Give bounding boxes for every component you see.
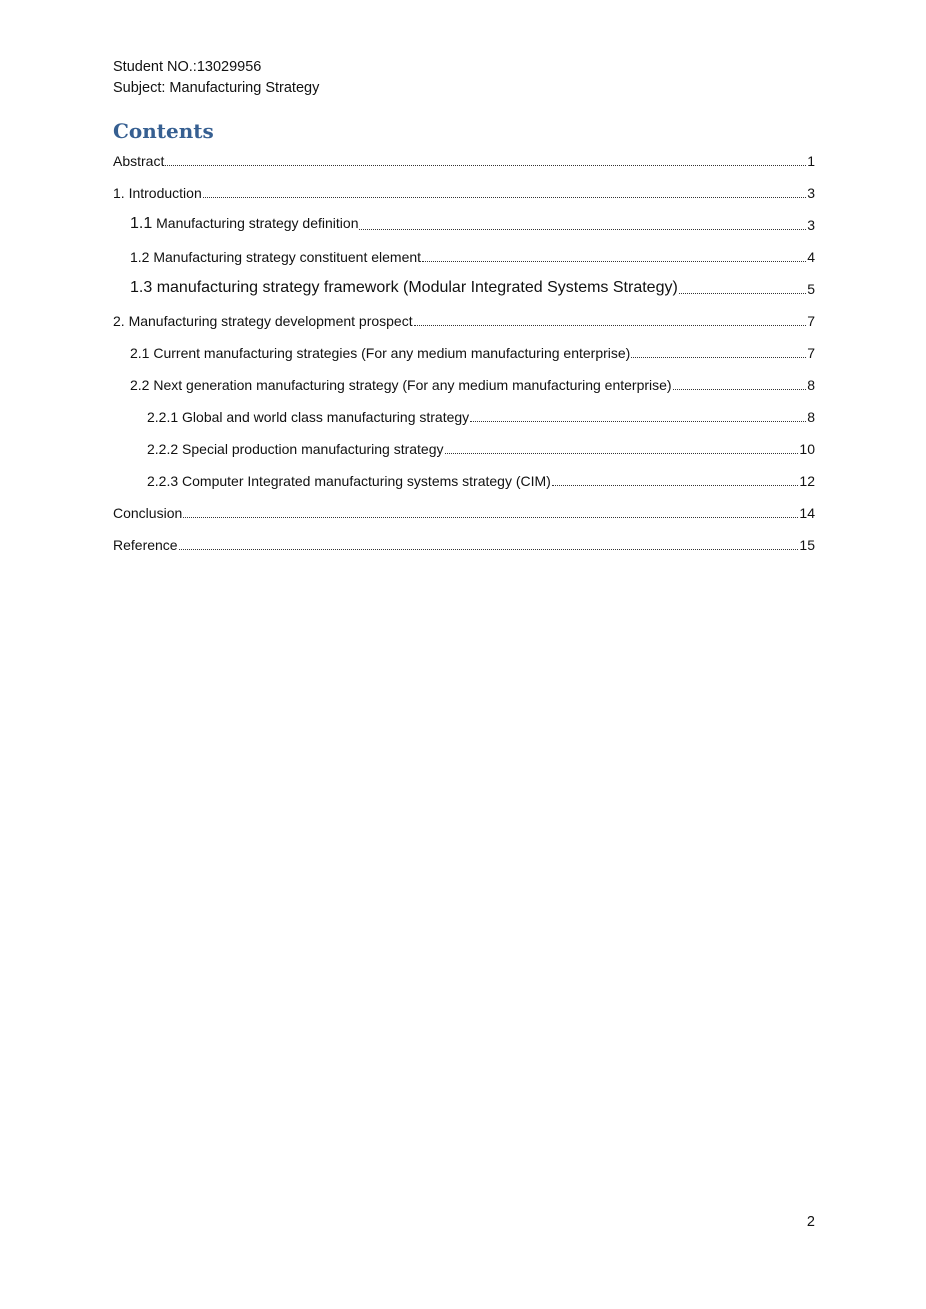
dot-leader <box>179 537 799 553</box>
toc-entry-1-1[interactable] <box>113 209 815 233</box>
toc-entry-label: 1.3 manufacturing strategy framework (Modular Integrated Systems Strategy) <box>130 279 678 296</box>
toc-entry-label: Abstract <box>113 153 165 169</box>
toc-entry-1-2[interactable] <box>113 241 815 265</box>
contents-heading: Contents <box>113 119 214 143</box>
toc-entry-label: Reference <box>113 537 178 553</box>
dot-leader <box>203 185 806 201</box>
toc-entry-page: 8 <box>807 377 815 393</box>
toc-entry-label: 2.2.2 Special production manufacturing strategy <box>147 441 444 457</box>
toc-entry-label: 2.1 Current manufacturing strategies (For any medium manufacturing enterprise) <box>130 345 631 361</box>
toc-entry-section-2[interactable] <box>113 305 815 329</box>
toc-entry-page: 4 <box>807 249 815 265</box>
toc-entry-label: 2. Manufacturing strategy development prospect <box>113 313 413 329</box>
toc-entry-introduction[interactable] <box>113 177 815 201</box>
dot-leader <box>414 313 807 329</box>
dot-leader <box>470 409 806 425</box>
toc-entry-label: 2.2.3 Computer Integrated manufacturing systems strategy (CIM) <box>147 473 551 489</box>
toc-entry-page: 3 <box>807 217 815 233</box>
dot-leader <box>183 505 798 521</box>
toc-entry-text: Manufacturing strategy definition <box>152 215 359 231</box>
dot-leader <box>552 473 799 489</box>
toc-entry-2-2[interactable] <box>113 369 815 393</box>
toc-entry-reference[interactable] <box>113 529 815 553</box>
toc-entry-label: 1. Introduction <box>113 185 202 201</box>
toc-entry-number: 1.1 <box>130 215 153 232</box>
toc-entry-page: 12 <box>799 473 815 489</box>
subject-line: Subject: Manufacturing Strategy <box>113 80 320 96</box>
toc-entry-2-2-2[interactable] <box>113 433 815 457</box>
toc-entry-abstract[interactable] <box>113 145 815 169</box>
toc-entry-page: 8 <box>807 409 815 425</box>
toc-entry-conclusion[interactable] <box>113 497 815 521</box>
toc-entry-1-3[interactable] <box>113 273 815 297</box>
toc-entry-2-1[interactable] <box>113 337 815 361</box>
toc-entry-page: 14 <box>799 505 815 521</box>
toc-entry-label: Conclusion <box>113 505 183 521</box>
dot-leader <box>445 441 799 457</box>
toc-entry-label: 2.2.1 Global and world class manufacturing strategy <box>147 409 470 425</box>
toc-entry-page: 3 <box>807 185 815 201</box>
toc-entry-page: 15 <box>799 537 815 553</box>
toc-entry-2-2-1[interactable] <box>113 401 815 425</box>
page-header <box>113 57 319 99</box>
toc-entry-label: 2.2 Next generation manufacturing strategy (For any medium manufacturing enterprise) <box>130 377 672 393</box>
toc-entry-2-2-3[interactable] <box>113 465 815 489</box>
toc-entry-page: 10 <box>799 441 815 457</box>
dot-leader <box>165 153 806 169</box>
toc-entry-page: 7 <box>807 313 815 329</box>
page-number: 2 <box>806 1214 815 1230</box>
dot-leader <box>679 281 806 297</box>
toc-entry-label <box>130 215 358 233</box>
dot-leader <box>631 345 806 361</box>
toc-entry-page: 1 <box>807 153 815 169</box>
toc-entry-label: 1.2 Manufacturing strategy constituent element <box>130 249 422 265</box>
toc-entry-page: 7 <box>807 345 815 361</box>
dot-leader <box>673 377 807 393</box>
toc-entry-page: 5 <box>807 281 815 297</box>
student-number: Student NO.:13029956 <box>113 59 262 75</box>
dot-leader <box>359 217 806 233</box>
dot-leader <box>422 249 806 265</box>
